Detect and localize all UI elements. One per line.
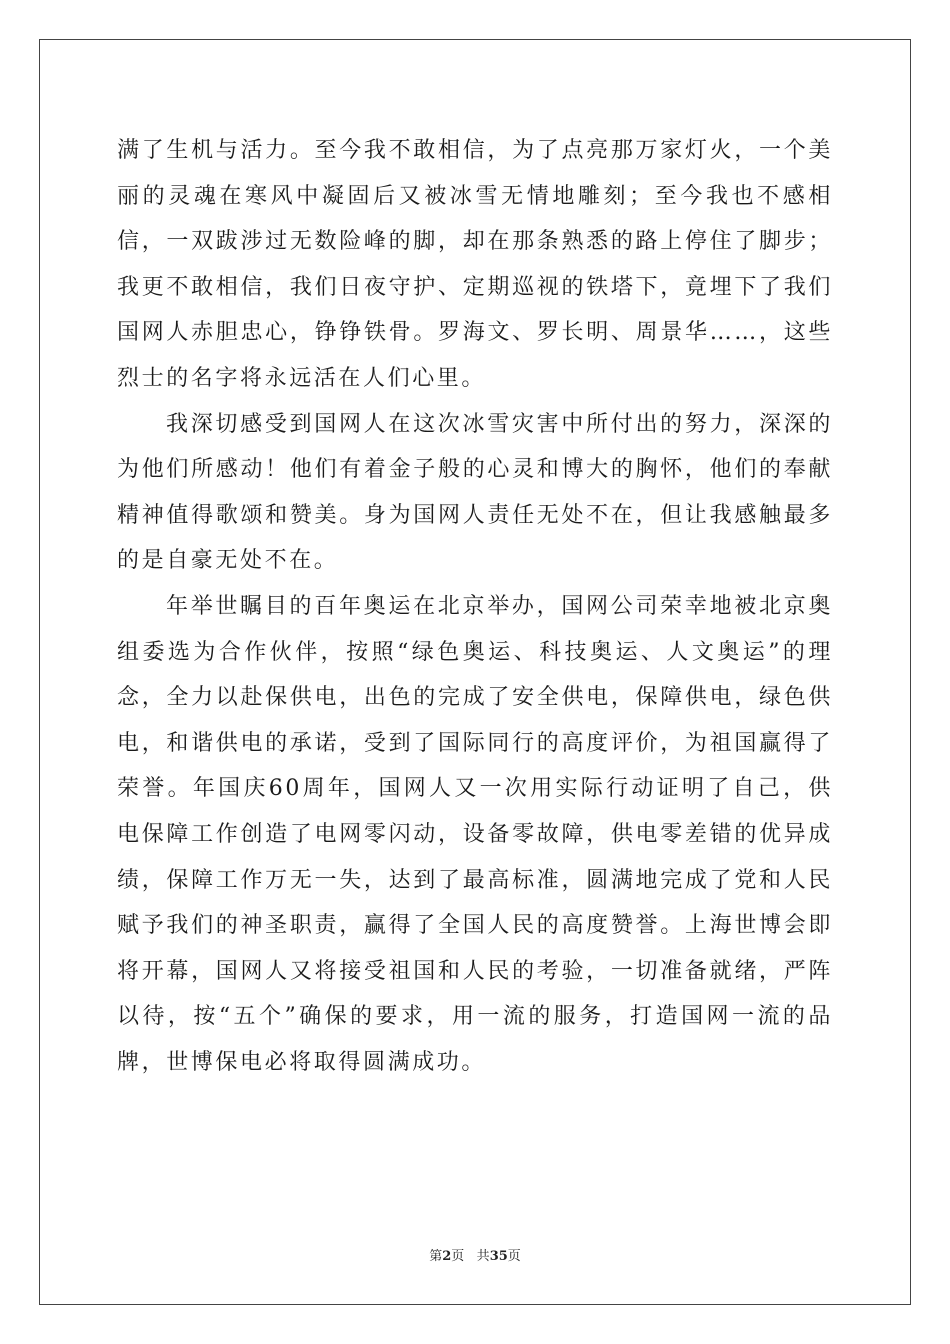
page-footer xyxy=(0,1248,950,1266)
paragraph-3: 年举世瞩目的百年奥运在北京举办，国网公司荣幸地被北京奥组委选为合作伙伴，按照“绿色奥运、科技奥运、人文奥运”的理念，全力以赴保供电，出色的完成了安全供电，保障供电，绿色供电，和谐供电的承诺，受到了国际同行的高度评价，为祖国赢得了荣誉。年国庆60周年，国网人又一次用实际行动证明了自己，供电保障工作创造了电网零闪动，设备零故障，供电零差错的优异成绩，保障工作万无一失，达到了最高标准，圆满地完成了党和人民赋予我们的神圣职责，赢得了全国人民的高度赞誉。上海世博会即将开幕，国网人又将接受祖国和人民的考验，一切准备就绪，严阵以待，按“五个”确保的要求，用一流的服务，打造国网一流的品牌，世博保电必将取得圆满成功。 xyxy=(117,593,833,1075)
total-suffix: 页 xyxy=(507,1249,521,1264)
page-prefix: 第 xyxy=(429,1249,443,1264)
total-pages-number: 35 xyxy=(489,1249,508,1264)
paragraph-1: 满了生机与活力。至今我不敢相信，为了点亮那万家灯火，一个美丽的灵魂在寒风中凝固后又被冰雪无情地雕刻；至今我也不感相信，一双跋涉过无数险峰的脚，却在那条熟悉的路上停住了脚步；我更不敢相信，我们日夜守护、定期巡视的铁塔下，竟埋下了我们国网人赤胆忠心，铮铮铁骨。罗海文、罗长明、周景华……，这些烈士的名字将永远活在人们心里。 xyxy=(117,138,833,391)
page-suffix: 页 xyxy=(451,1249,465,1264)
document-body xyxy=(117,128,833,1085)
current-page-number: 2 xyxy=(442,1249,452,1264)
total-prefix: 共 xyxy=(476,1249,490,1264)
paragraph-2: 我深切感受到国网人在这次冰雪灾害中所付出的努力，深深的为他们所感动！他们有着金子般的心灵和博大的胸怀，他们的奉献精神值得歌颂和赞美。身为国网人责任无处不在，但让我感触最多的是自豪无处不在。 xyxy=(117,411,833,574)
